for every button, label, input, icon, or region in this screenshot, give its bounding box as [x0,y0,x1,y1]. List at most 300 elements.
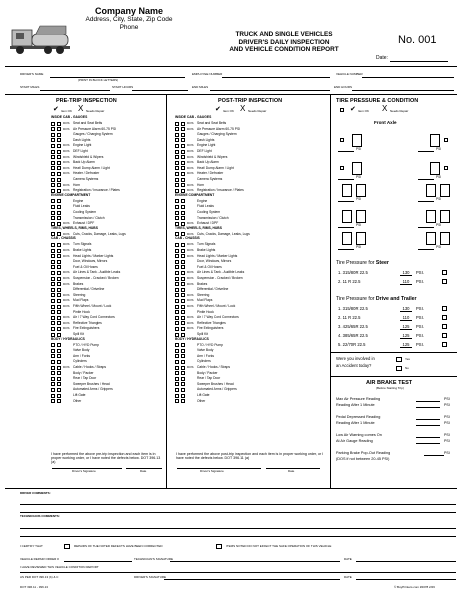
air-brake-line: Parking Brake Pop-Out Reading [336,451,391,455]
pre-trip-repair-checkbox[interactable] [57,366,61,370]
tire-diagram [334,114,458,254]
post-trip-repair-checkbox[interactable] [181,265,185,269]
post-trip-repair-checkbox[interactable] [181,310,185,314]
accident-yes-checkbox[interactable] [396,357,402,362]
post-trip-item-label: Suspension - Cracked / Broken [197,276,243,280]
pre-trip-repair-checkbox[interactable] [57,293,61,297]
post-trip-repair-checkbox[interactable] [181,155,185,159]
psi-field[interactable] [418,151,434,152]
post-trip-repair-checkbox[interactable] [181,382,185,386]
pre-trip-repair-checkbox[interactable] [57,388,61,392]
post-trip-repair-checkbox[interactable] [181,216,185,220]
post-trip-ok-checkbox[interactable] [175,343,179,347]
pre-trip-ok-checkbox[interactable] [51,150,55,154]
post-trip-repair-checkbox[interactable] [181,138,185,142]
tire-box[interactable] [426,210,436,223]
pre-trip-ok-checkbox[interactable] [51,265,55,269]
post-trip-ok-checkbox[interactable] [175,138,179,142]
post-trip-ok-checkbox[interactable] [175,288,179,292]
pre-trip-repair-checkbox[interactable] [57,178,61,182]
post-trip-ok-checkbox[interactable] [175,371,179,375]
pre-trip-repair-checkbox[interactable] [57,216,61,220]
pre-trip-ok-checkbox[interactable] [51,166,55,170]
pre-trip-repair-checkbox[interactable] [57,138,61,142]
pre-trip-ok-checkbox[interactable] [51,277,55,281]
pre-trip-ok-checkbox[interactable] [51,216,55,220]
start-hours-label: START HOURS [112,85,134,89]
tire-ok-checkbox[interactable] [444,138,448,142]
tire-box[interactable] [426,232,436,245]
pre-trip-repair-checkbox[interactable] [57,243,61,247]
pre-trip-ok-checkbox[interactable] [51,305,55,309]
pre-trip-section-header: TIRES, WHEELS, RIMS, HUBS [51,225,98,230]
psi-label: PSI [436,175,442,179]
pre-trip-repair-checkbox[interactable] [57,343,61,347]
pre-trip-ok-checkbox[interactable] [51,377,55,381]
post-trip-ok-checkbox[interactable] [175,388,179,392]
pre-trip-repair-checkbox[interactable] [57,166,61,170]
pre-trip-ok-checkbox[interactable] [51,354,55,358]
tire-ok-checkbox[interactable] [340,138,344,142]
air-brake-field[interactable] [416,407,440,408]
psi-field[interactable] [338,179,354,180]
repairs-corrected-checkbox[interactable] [64,544,70,549]
pre-trip-item-label: Exhaust / DPF [73,221,95,226]
pre-trip-ok-checkbox[interactable] [51,321,55,325]
post-trip-repair-checkbox[interactable] [181,178,185,182]
repair-order-field[interactable] [64,561,132,562]
post-trip-repair-checkbox[interactable] [181,166,185,170]
steer-pressure-value[interactable]: 130 [400,270,412,276]
post-trip-repair-checkbox[interactable] [181,316,185,320]
post-trip-ok-checkbox[interactable] [175,127,179,131]
post-trip-ok-checkbox[interactable] [175,254,179,258]
accident-question-line2: an Accident today? [336,363,372,368]
pre-trip-item-label: DEF Light [73,149,88,153]
post-trip-repair-checkbox[interactable] [181,343,185,347]
pre-trip-repair-checkbox[interactable] [57,172,61,176]
drive-tire-checkbox[interactable] [442,342,447,347]
post-trip-repair-checkbox[interactable] [181,321,185,325]
post-trip-dos-marker: DOS [187,221,194,226]
post-trip-ok-checkbox[interactable] [175,349,179,353]
pre-trip-repair-checkbox[interactable] [57,399,61,403]
start-miles-field[interactable] [40,90,110,91]
pre-trip-ok-checkbox[interactable] [51,388,55,392]
air-brake-field[interactable] [416,437,440,438]
post-trip-dos-marker: DOS [187,231,194,236]
tire-box[interactable] [430,162,440,175]
pre-trip-repair-checkbox[interactable] [57,271,61,275]
pre-trip-repair-checkbox[interactable] [57,377,61,381]
pre-trip-ok-checkbox[interactable] [51,172,55,176]
post-trip-ok-checkbox[interactable] [175,394,179,398]
post-trip-ok-checkbox[interactable] [175,178,179,182]
tire-box[interactable] [440,184,450,197]
post-trip-ok-checkbox[interactable] [175,327,179,331]
form-title [196,31,372,54]
pre-trip-check-icon: ✔ [53,106,59,113]
driver-date-field[interactable] [356,579,456,580]
psi-field[interactable] [338,151,354,152]
pre-trip-repair-checkbox[interactable] [57,327,61,331]
pre-trip-ok-checkbox[interactable] [51,122,55,126]
post-trip-repair-checkbox[interactable] [181,377,185,381]
pre-trip-ok-checkbox[interactable] [51,299,55,303]
pre-trip-repair-checkbox[interactable] [57,249,61,253]
post-trip-ok-checkbox[interactable] [175,354,179,358]
employee-number-field[interactable] [222,77,330,78]
pre-trip-repair-checkbox[interactable] [57,382,61,386]
as-per-label: AS PER DOT 396.13 (b) & C [20,575,59,579]
post-trip-ok-checkbox[interactable] [175,321,179,325]
pre-trip-ok-checkbox[interactable] [51,293,55,297]
post-trip-repair-checkbox[interactable] [181,249,185,253]
tire-item-ok: Item OK [358,109,370,113]
tire-box[interactable] [356,184,366,197]
post-trip-item-label: Body / Packer [197,370,218,375]
tire-box[interactable] [356,232,366,245]
pre-trip-repair-checkbox[interactable] [57,199,61,203]
tire-box[interactable] [342,184,352,197]
pre-trip-ok-checkbox[interactable] [51,144,55,148]
pre-trip-repair-checkbox[interactable] [57,277,61,281]
pre-trip-ok-checkbox[interactable] [51,155,55,159]
pre-trip-item-label: Air Lines & Tank - Audible Leaks [73,270,121,275]
pre-trip-repair-checkbox[interactable] [57,161,61,165]
post-trip-item-label: Cable / Hooks / Straps [197,365,230,369]
air-brake-field[interactable] [416,401,440,402]
post-trip-repair-checkbox[interactable] [181,366,185,370]
drive-tire-checkbox[interactable] [442,306,447,311]
pre-trip-repair-checkbox[interactable] [57,144,61,148]
post-trip-item-label: Seat and Seat Belts [197,121,227,125]
post-trip-ok-checkbox[interactable] [175,310,179,314]
post-trip-item-label: PTO / HYD Pump [197,342,223,347]
post-trip-repair-checkbox[interactable] [181,161,185,165]
pre-trip-ok-checkbox[interactable] [51,343,55,347]
pre-trip-repair-checkbox[interactable] [57,211,61,215]
post-trip-repair-checkbox[interactable] [181,399,185,403]
technician-comments-field[interactable] [20,528,456,529]
post-trip-ok-checkbox[interactable] [175,382,179,386]
pre-trip-repair-checkbox[interactable] [57,288,61,292]
post-trip-repair-checkbox[interactable] [181,354,185,358]
drive-tire-checkbox[interactable] [442,324,447,329]
psi-field[interactable] [338,227,354,228]
post-trip-ok-checkbox[interactable] [175,377,179,381]
tire-box[interactable] [342,210,352,223]
post-trip-ok-checkbox[interactable] [175,133,179,137]
tire-header-ok-checkbox[interactable] [340,108,344,112]
accident-no-checkbox[interactable] [396,366,402,371]
pre-trip-ok-checkbox[interactable] [51,282,55,286]
post-trip-repair-checkbox[interactable] [181,211,185,215]
end-miles-field[interactable] [210,90,330,91]
tire-check-icon: ✔ [350,106,356,113]
drive-tire-checkbox[interactable] [442,333,447,338]
post-trip-repair-checkbox[interactable] [181,172,185,176]
pre-trip-ok-checkbox[interactable] [51,360,55,364]
psi-label: PSI [436,245,442,249]
tech-date-field[interactable] [356,561,456,562]
tire-box[interactable] [342,232,352,245]
vehicle-number-field[interactable] [362,77,454,78]
pre-trip-ok-checkbox[interactable] [51,366,55,370]
post-trip-repair-checkbox[interactable] [181,127,185,131]
post-trip-ok-checkbox[interactable] [175,277,179,281]
tire-ok-checkbox[interactable] [444,166,448,170]
post-trip-repair-checkbox[interactable] [181,150,185,154]
post-trip-ok-checkbox[interactable] [175,271,179,275]
company-address: Address, City, State, Zip Code [85,16,173,23]
air-brake-field[interactable] [416,443,440,444]
air-brake-psi: PSI [444,415,450,419]
post-trip-item-label: Pintle Hook [197,309,214,314]
drive-pressure-value[interactable]: 125 [400,333,412,339]
tire-box[interactable] [356,210,366,223]
tire-box[interactable] [426,184,436,197]
drive-pressure-value[interactable]: 110 [400,315,412,321]
post-trip-repair-checkbox[interactable] [181,277,185,281]
post-trip-repair-checkbox[interactable] [181,243,185,247]
pre-trip-ok-checkbox[interactable] [51,254,55,258]
post-trip-ok-checkbox[interactable] [175,122,179,126]
pre-trip-ok-checkbox[interactable] [51,316,55,320]
post-trip-ok-checkbox[interactable] [175,161,179,165]
pre-trip-ok-checkbox[interactable] [51,138,55,142]
post-trip-ok-checkbox[interactable] [175,333,179,337]
pre-trip-ok-checkbox[interactable] [51,205,55,209]
pre-trip-section-header: ENGINE COMPARTMENT [51,192,91,197]
post-trip-repair-checkbox[interactable] [181,394,185,398]
tire-box[interactable] [352,134,362,147]
post-trip-item-label: Cuts, Cracks, Damage, Leaks, Lugs [197,231,250,236]
pre-trip-ok-checkbox[interactable] [51,349,55,353]
pre-trip-repair-checkbox[interactable] [57,354,61,358]
steer-tire-checkbox[interactable] [442,270,447,275]
tire-needs-repair: Needs Repair [390,109,409,113]
post-trip-repair-checkbox[interactable] [181,205,185,209]
pre-trip-repair-checkbox[interactable] [57,265,61,269]
pre-trip-section-header: BODY / HYDRAULICS [51,336,85,341]
post-trip-ok-checkbox[interactable] [175,211,179,215]
title-line-2: DRIVER'S DAILY INSPECTION [238,38,330,46]
pre-trip-item-label: Turn Signals [73,242,92,247]
post-trip-date-label: Date [288,469,295,473]
tire-box[interactable] [352,162,362,175]
drive-pressure-value[interactable]: 125 [400,342,412,348]
post-trip-item-label: Fire Extinguishers [197,326,224,331]
drive-tire-checkbox[interactable] [442,315,447,320]
pre-trip-repair-checkbox[interactable] [57,305,61,309]
air-brake-field[interactable] [424,455,444,456]
post-trip-dos-marker: DOS [187,126,194,131]
post-trip-repair-checkbox[interactable] [181,144,185,148]
pre-trip-ok-checkbox[interactable] [51,371,55,375]
pre-trip-ok-checkbox[interactable] [51,382,55,386]
post-trip-repair-checkbox[interactable] [181,299,185,303]
pre-trip-repair-checkbox[interactable] [57,183,61,187]
post-trip-item-label: Reflective Triangles [197,320,226,325]
post-trip-repair-checkbox[interactable] [181,371,185,375]
post-trip-ok-checkbox[interactable] [175,293,179,297]
post-trip-repair-checkbox[interactable] [181,388,185,392]
post-trip-repair-checkbox[interactable] [181,183,185,187]
pre-trip-section-header: INSIDE CAB - GAUGES [51,115,88,119]
pre-trip-ok-checkbox[interactable] [51,127,55,131]
post-trip-ok-checkbox[interactable] [175,316,179,320]
pre-trip-repair-checkbox[interactable] [57,282,61,286]
post-trip-repair-checkbox[interactable] [181,327,185,331]
tire-ok-checkbox[interactable] [340,166,344,170]
tire-box[interactable] [440,210,450,223]
pre-trip-ok-checkbox[interactable] [51,199,55,203]
post-trip-repair-checkbox[interactable] [181,360,185,364]
post-trip-ok-checkbox[interactable] [175,260,179,264]
post-trip-ok-checkbox[interactable] [175,155,179,159]
post-trip-repair-checkbox[interactable] [181,199,185,203]
pre-trip-item-label: Differential / Driveline [73,287,105,292]
pre-trip-repair-checkbox[interactable] [57,150,61,154]
psi-field[interactable] [418,227,434,228]
pre-trip-repair-checkbox[interactable] [57,205,61,209]
post-trip-ok-checkbox[interactable] [175,399,179,403]
end-hours-field[interactable] [352,90,454,91]
post-trip-item-label: Engine [197,198,208,203]
steer-pressure-value[interactable]: 110 [400,279,412,285]
post-trip-repair-checkbox[interactable] [181,293,185,297]
start-hours-field[interactable] [132,90,188,91]
steer-tire-checkbox[interactable] [442,279,447,284]
post-trip-repair-checkbox[interactable] [181,271,185,275]
pre-trip-repair-checkbox[interactable] [57,316,61,320]
post-trip-ok-checkbox[interactable] [175,150,179,154]
post-trip-ok-checkbox[interactable] [175,199,179,203]
psi-field[interactable] [338,249,354,250]
post-trip-repair-checkbox[interactable] [181,133,185,137]
tire-box[interactable] [430,134,440,147]
post-trip-repair-checkbox[interactable] [181,288,185,292]
drive-pressure-list [338,306,456,352]
pre-trip-repair-checkbox[interactable] [57,254,61,258]
pre-trip-ok-checkbox[interactable] [51,288,55,292]
pre-trip-ok-checkbox[interactable] [51,310,55,314]
pre-trip-item-label: Windshield & Wipers [73,154,104,159]
air-brake-line: (DOS if not between 20-45 PSI) [336,457,390,461]
drivers-signature-field[interactable] [164,579,340,580]
pre-trip-repair-checkbox[interactable] [57,371,61,375]
post-trip-item-label: Valve Body [197,348,214,353]
air-brake-field[interactable] [416,419,440,420]
post-trip-repair-checkbox[interactable] [181,282,185,286]
pre-trip-ok-checkbox[interactable] [51,271,55,275]
post-trip-ok-checkbox[interactable] [175,243,179,247]
post-trip-ok-checkbox[interactable] [175,265,179,269]
post-trip-repair-checkbox[interactable] [181,333,185,337]
post-trip-ok-checkbox[interactable] [175,166,179,170]
psi-field[interactable] [418,179,434,180]
post-trip-ok-checkbox[interactable] [175,366,179,370]
pre-trip-repair-checkbox[interactable] [57,133,61,137]
psi-field[interactable] [418,201,434,202]
pre-trip-ok-checkbox[interactable] [51,333,55,337]
tire-box[interactable] [440,232,450,245]
steer-tire-size: 1. 315/80R 22.5 [338,270,368,275]
drive-title [336,296,417,302]
air-brake-field[interactable] [416,425,440,426]
pre-trip-ok-checkbox[interactable] [51,211,55,215]
pre-trip-repair-checkbox[interactable] [57,360,61,364]
post-trip-repair-checkbox[interactable] [181,254,185,258]
post-trip-item-label: Transmission / Clutch [197,215,229,220]
post-trip-ok-checkbox[interactable] [175,144,179,148]
pre-trip-ok-checkbox[interactable] [51,161,55,165]
post-trip-ok-checkbox[interactable] [175,216,179,220]
pre-trip-ok-checkbox[interactable] [51,399,55,403]
post-trip-section-header: ENGINE COMPARTMENT [175,192,215,197]
post-trip-ok-checkbox[interactable] [175,299,179,303]
pre-trip-repair-checkbox[interactable] [57,349,61,353]
driver-comments-field[interactable] [20,504,456,505]
pre-trip-ok-checkbox[interactable] [51,178,55,182]
pre-trip-item-label: Back Up Alarm [73,160,95,165]
pre-trip-ok-checkbox[interactable] [51,327,55,331]
pre-trip-ok-checkbox[interactable] [51,249,55,253]
drive-title-text: Tire Pressure for [336,296,376,302]
pre-trip-repair-checkbox[interactable] [57,127,61,131]
pre-trip-repair-checkbox[interactable] [57,310,61,314]
pre-trip-repair-checkbox[interactable] [57,321,61,325]
drive-pressure-value[interactable]: 130 [400,306,412,312]
pre-trip-ok-checkbox[interactable] [51,243,55,247]
post-trip-repair-checkbox[interactable] [181,349,185,353]
pre-trip-dos-marker: DOS [63,165,70,170]
post-trip-repair-checkbox[interactable] [181,260,185,264]
psi-field[interactable] [418,249,434,250]
post-trip-repair-checkbox[interactable] [181,122,185,126]
post-trip-ok-checkbox[interactable] [175,249,179,253]
pre-trip-repair-checkbox[interactable] [57,333,61,337]
not-affect-checkbox[interactable] [216,544,222,549]
pre-trip-repair-checkbox[interactable] [57,155,61,159]
air-brake-psi: PSI [444,439,450,443]
pre-trip-ok-checkbox[interactable] [51,394,55,398]
post-trip-ok-checkbox[interactable] [175,305,179,309]
pre-trip-repair-checkbox[interactable] [57,260,61,264]
tech-signature-field[interactable] [170,561,340,562]
psi-field[interactable] [338,201,354,202]
pre-trip-item-label: Registration / Insurance / Plates [73,188,120,193]
vehicle-number-label: VEHICLE NUMBER [336,72,363,76]
post-trip-repair-checkbox[interactable] [181,305,185,309]
pre-trip-ok-checkbox[interactable] [51,183,55,187]
pre-trip-repair-checkbox[interactable] [57,122,61,126]
pre-trip-repair-checkbox[interactable] [57,299,61,303]
post-trip-ok-checkbox[interactable] [175,282,179,286]
psi-label: PSI [356,175,362,179]
pre-trip-ok-checkbox[interactable] [51,133,55,137]
pre-trip-item-label: Suspension - Cracked / Broken [73,276,119,280]
pre-trip-ok-checkbox[interactable] [51,260,55,264]
post-trip-ok-checkbox[interactable] [175,360,179,364]
post-trip-ok-checkbox[interactable] [175,205,179,209]
post-trip-ok-checkbox[interactable] [175,183,179,187]
drive-pressure-value[interactable]: 125 [400,324,412,330]
post-trip-ok-checkbox[interactable] [175,172,179,176]
company-phone: Phone [119,24,139,31]
pre-trip-repair-checkbox[interactable] [57,394,61,398]
